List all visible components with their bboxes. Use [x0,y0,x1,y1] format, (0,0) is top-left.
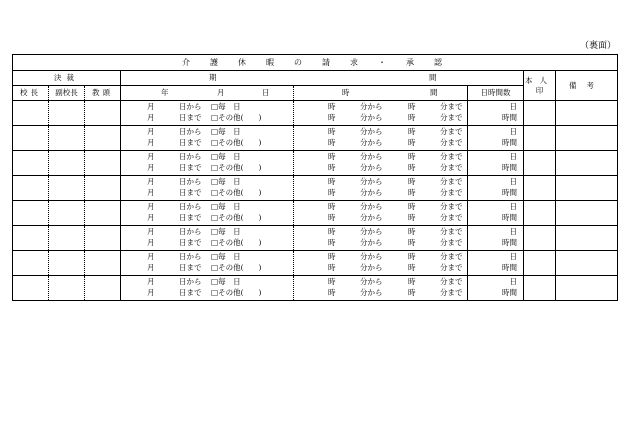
min-from-label: 分から [360,277,383,286]
every-day-checkbox[interactable]: □毎 日 [211,227,241,236]
kyoutou-seal-cell[interactable] [85,126,121,151]
month-label: 月 [147,102,155,111]
honnin-line2: 印 [535,85,544,95]
date-cell[interactable] [121,101,294,126]
month-label: 月 [147,138,155,147]
nengappi-header [121,86,294,101]
other-checkbox[interactable]: □その他( ) [211,238,262,247]
every-day-checkbox[interactable]: □毎 日 [211,152,241,161]
request-row [13,276,618,301]
days-hours-cell[interactable] [468,126,524,151]
min-to-label: 分まで [440,227,463,236]
kikan-header-right: 間 [429,73,437,82]
day-from-label: 日から [179,252,202,261]
other-checkbox[interactable]: □その他( ) [211,138,262,147]
day-from-label: 日から [179,227,202,236]
hour-unit-label: 時間 [502,288,517,297]
hour-unit-label: 時間 [502,138,517,147]
kouchou-seal-cell[interactable] [13,176,49,201]
hour-label: 時 [328,152,336,161]
min-from-label: 分から [360,227,383,236]
min-from-label: 分から [360,138,383,147]
hour-label: 時 [408,127,416,136]
date-cell[interactable] [121,251,294,276]
min-from-label: 分から [360,263,383,272]
fukukouchou-seal-cell[interactable] [49,226,85,251]
tsuki-label: 月 [217,88,225,97]
min-to-label: 分まで [440,202,463,211]
hi-label: 日 [262,88,270,97]
seal-cell[interactable] [524,226,556,251]
remarks-cell[interactable] [556,276,618,301]
date-cell[interactable] [121,276,294,301]
hour-label: 時 [408,277,416,286]
time-cell[interactable] [294,101,468,126]
kouchou-seal-cell[interactable] [13,226,49,251]
page-label: （裏面） [579,41,616,51]
time-cell[interactable] [294,126,468,151]
hour-label: 時 [408,113,416,122]
fukukouchou-seal-cell[interactable] [49,251,85,276]
day-to-label: 日まで [179,213,202,222]
hour-label: 時 [328,163,336,172]
fukukouchou-header: 副校長 [49,86,85,101]
request-row [13,226,618,251]
hour-label: 時 [408,202,416,211]
day-from-label: 日から [179,102,202,111]
min-to-label: 分まで [440,102,463,111]
min-from-label: 分から [360,127,383,136]
days-hours-cell[interactable] [468,151,524,176]
seal-cell[interactable] [524,251,556,276]
min-to-label: 分まで [440,238,463,247]
fukukouchou-seal-cell[interactable] [49,201,85,226]
honnin-in-header [524,71,556,101]
hour-label: 時 [328,127,336,136]
min-from-label: 分から [360,188,383,197]
form-title: 介 護 休 暇 の 請 求 ・ 承 認 [13,55,618,71]
min-from-label: 分から [360,288,383,297]
min-to-label: 分まで [440,188,463,197]
min-to-label: 分まで [440,138,463,147]
kyoutou-seal-cell[interactable] [85,101,121,126]
day-unit-label: 日 [509,102,517,111]
day-to-label: 日まで [179,138,202,147]
leave-request-table [12,54,618,301]
min-from-label: 分から [360,163,383,172]
hour-label: 時 [408,252,416,261]
kyoutou-seal-cell[interactable] [85,176,121,201]
kyoutou-seal-cell[interactable] [85,151,121,176]
hour-label: 時 [328,288,336,297]
hour-label: 時 [408,213,416,222]
hour-label: 時 [408,238,416,247]
min-to-label: 分まで [440,288,463,297]
remarks-cell[interactable] [556,201,618,226]
kessai-header: 決裁 [13,71,121,86]
seal-cell[interactable] [524,151,556,176]
month-label: 月 [147,263,155,272]
hour-label: 時 [328,252,336,261]
every-day-checkbox[interactable]: □毎 日 [211,127,241,136]
hour-label: 時 [408,102,416,111]
request-row [13,101,618,126]
month-label: 月 [147,288,155,297]
hour-label: 時 [408,138,416,147]
fukukouchou-seal-cell[interactable] [49,101,85,126]
hour-label: 時 [408,227,416,236]
day-unit-label: 日 [509,127,517,136]
honnin-line1: 本人 [525,75,554,85]
day-from-label: 日から [179,277,202,286]
month-label: 月 [147,227,155,236]
kouchou-seal-cell[interactable] [13,126,49,151]
jikan-header [294,86,468,101]
ji-label: 時 [342,88,350,97]
time-cell[interactable] [294,151,468,176]
fukukouchou-seal-cell[interactable] [49,126,85,151]
date-cell[interactable] [121,226,294,251]
kyoutou-seal-cell[interactable] [85,201,121,226]
every-day-checkbox[interactable]: □毎 日 [211,277,241,286]
kyoutou-seal-cell[interactable] [85,251,121,276]
every-day-checkbox[interactable]: □毎 日 [211,177,241,186]
other-checkbox[interactable]: □その他( ) [211,113,262,122]
min-to-label: 分まで [440,152,463,161]
min-from-label: 分から [360,113,383,122]
day-to-label: 日まで [179,163,202,172]
hour-unit-label: 時間 [502,213,517,222]
day-to-label: 日まで [179,238,202,247]
remarks-cell[interactable] [556,151,618,176]
every-day-checkbox[interactable]: □毎 日 [211,252,241,261]
month-label: 月 [147,163,155,172]
month-label: 月 [147,277,155,286]
day-from-label: 日から [179,152,202,161]
kan-label: 間 [430,88,438,97]
hour-label: 時 [408,177,416,186]
time-cell[interactable] [294,226,468,251]
kyoutou-seal-cell[interactable] [85,276,121,301]
kouchou-seal-cell[interactable] [13,276,49,301]
hour-label: 時 [328,113,336,122]
every-day-checkbox[interactable]: □毎 日 [211,102,241,111]
request-row [13,126,618,151]
day-from-label: 日から [179,202,202,211]
seal-cell[interactable] [524,126,556,151]
date-cell[interactable] [121,201,294,226]
days-hours-cell[interactable] [468,226,524,251]
min-to-label: 分まで [440,277,463,286]
days-hours-cell[interactable] [468,201,524,226]
day-unit-label: 日 [509,152,517,161]
hour-label: 時 [408,188,416,197]
other-checkbox[interactable]: □その他( ) [211,188,262,197]
min-from-label: 分から [360,213,383,222]
days-hours-cell[interactable] [468,251,524,276]
seal-cell[interactable] [524,276,556,301]
request-row [13,251,618,276]
bikou-header: 備考 [556,71,618,101]
kouchou-seal-cell[interactable] [13,101,49,126]
min-from-label: 分から [360,102,383,111]
seal-cell[interactable] [524,176,556,201]
min-to-label: 分まで [440,113,463,122]
day-unit-label: 日 [509,177,517,186]
day-unit-label: 日 [509,277,517,286]
fukukouchou-seal-cell[interactable] [49,176,85,201]
other-checkbox[interactable]: □その他( ) [211,263,262,272]
day-unit-label: 日 [509,227,517,236]
days-hours-cell[interactable] [468,101,524,126]
days-hours-cell[interactable] [468,276,524,301]
month-label: 月 [147,213,155,222]
hour-unit-label: 時間 [502,263,517,272]
min-to-label: 分まで [440,252,463,261]
min-from-label: 分から [360,238,383,247]
month-label: 月 [147,177,155,186]
hour-label: 時 [408,152,416,161]
time-cell[interactable] [294,276,468,301]
kikan-header [121,71,524,86]
month-label: 月 [147,113,155,122]
days-hours-cell[interactable] [468,176,524,201]
min-from-label: 分から [360,152,383,161]
other-checkbox[interactable]: □その他( ) [211,288,262,297]
month-label: 月 [147,188,155,197]
min-from-label: 分から [360,252,383,261]
day-unit-label: 日 [509,252,517,261]
day-to-label: 日まで [179,263,202,272]
hour-label: 時 [408,163,416,172]
hour-unit-label: 時間 [502,238,517,247]
remarks-cell[interactable] [556,126,618,151]
min-to-label: 分まで [440,263,463,272]
other-checkbox[interactable]: □その他( ) [211,213,262,222]
remarks-cell[interactable] [556,176,618,201]
day-from-label: 日から [179,127,202,136]
fukukouchou-seal-cell[interactable] [49,151,85,176]
day-to-label: 日まで [179,113,202,122]
min-to-label: 分まで [440,213,463,222]
month-label: 月 [147,238,155,247]
hour-label: 時 [408,288,416,297]
hour-label: 時 [328,188,336,197]
hour-label: 時 [328,213,336,222]
kyoutou-seal-cell[interactable] [85,226,121,251]
kouchou-seal-cell[interactable] [13,201,49,226]
hour-label: 時 [328,138,336,147]
hour-unit-label: 時間 [502,163,517,172]
hour-label: 時 [408,263,416,272]
fukukouchou-seal-cell[interactable] [49,276,85,301]
kouchou-seal-cell[interactable] [13,251,49,276]
time-cell[interactable] [294,201,468,226]
month-label: 月 [147,252,155,261]
hour-label: 時 [328,263,336,272]
request-row [13,201,618,226]
request-row [13,176,618,201]
hour-label: 時 [328,102,336,111]
kouchou-header: 校長 [13,86,49,101]
other-checkbox[interactable]: □その他( ) [211,163,262,172]
day-from-label: 日から [179,177,202,186]
kouchou-seal-cell[interactable] [13,151,49,176]
hour-label: 時 [328,227,336,236]
seal-cell[interactable] [524,101,556,126]
every-day-checkbox[interactable]: □毎 日 [211,202,241,211]
hour-label: 時 [328,177,336,186]
date-cell[interactable] [121,151,294,176]
kyoutou-header: 教頭 [85,86,121,101]
seal-cell[interactable] [524,201,556,226]
hour-unit-label: 時間 [502,188,517,197]
month-label: 月 [147,127,155,136]
min-to-label: 分まで [440,177,463,186]
hour-label: 時 [328,238,336,247]
month-label: 月 [147,152,155,161]
remarks-cell[interactable] [556,101,618,126]
day-unit-label: 日 [509,202,517,211]
date-cell[interactable] [121,126,294,151]
min-to-label: 分まで [440,163,463,172]
month-label: 月 [147,202,155,211]
day-to-label: 日まで [179,188,202,197]
kikan-header-left: 期 [209,73,217,82]
min-to-label: 分まで [440,127,463,136]
time-cell[interactable] [294,176,468,201]
min-from-label: 分から [360,177,383,186]
hour-label: 時 [328,277,336,286]
date-cell[interactable] [121,176,294,201]
time-cell[interactable] [294,251,468,276]
request-row [13,151,618,176]
day-to-label: 日まで [179,288,202,297]
hour-unit-label: 時間 [502,113,517,122]
remarks-cell[interactable] [556,251,618,276]
min-from-label: 分から [360,202,383,211]
nichijikansuu-header: 日時間数 [468,86,524,101]
hour-label: 時 [328,202,336,211]
remarks-cell[interactable] [556,226,618,251]
nen-label: 年 [161,88,169,97]
